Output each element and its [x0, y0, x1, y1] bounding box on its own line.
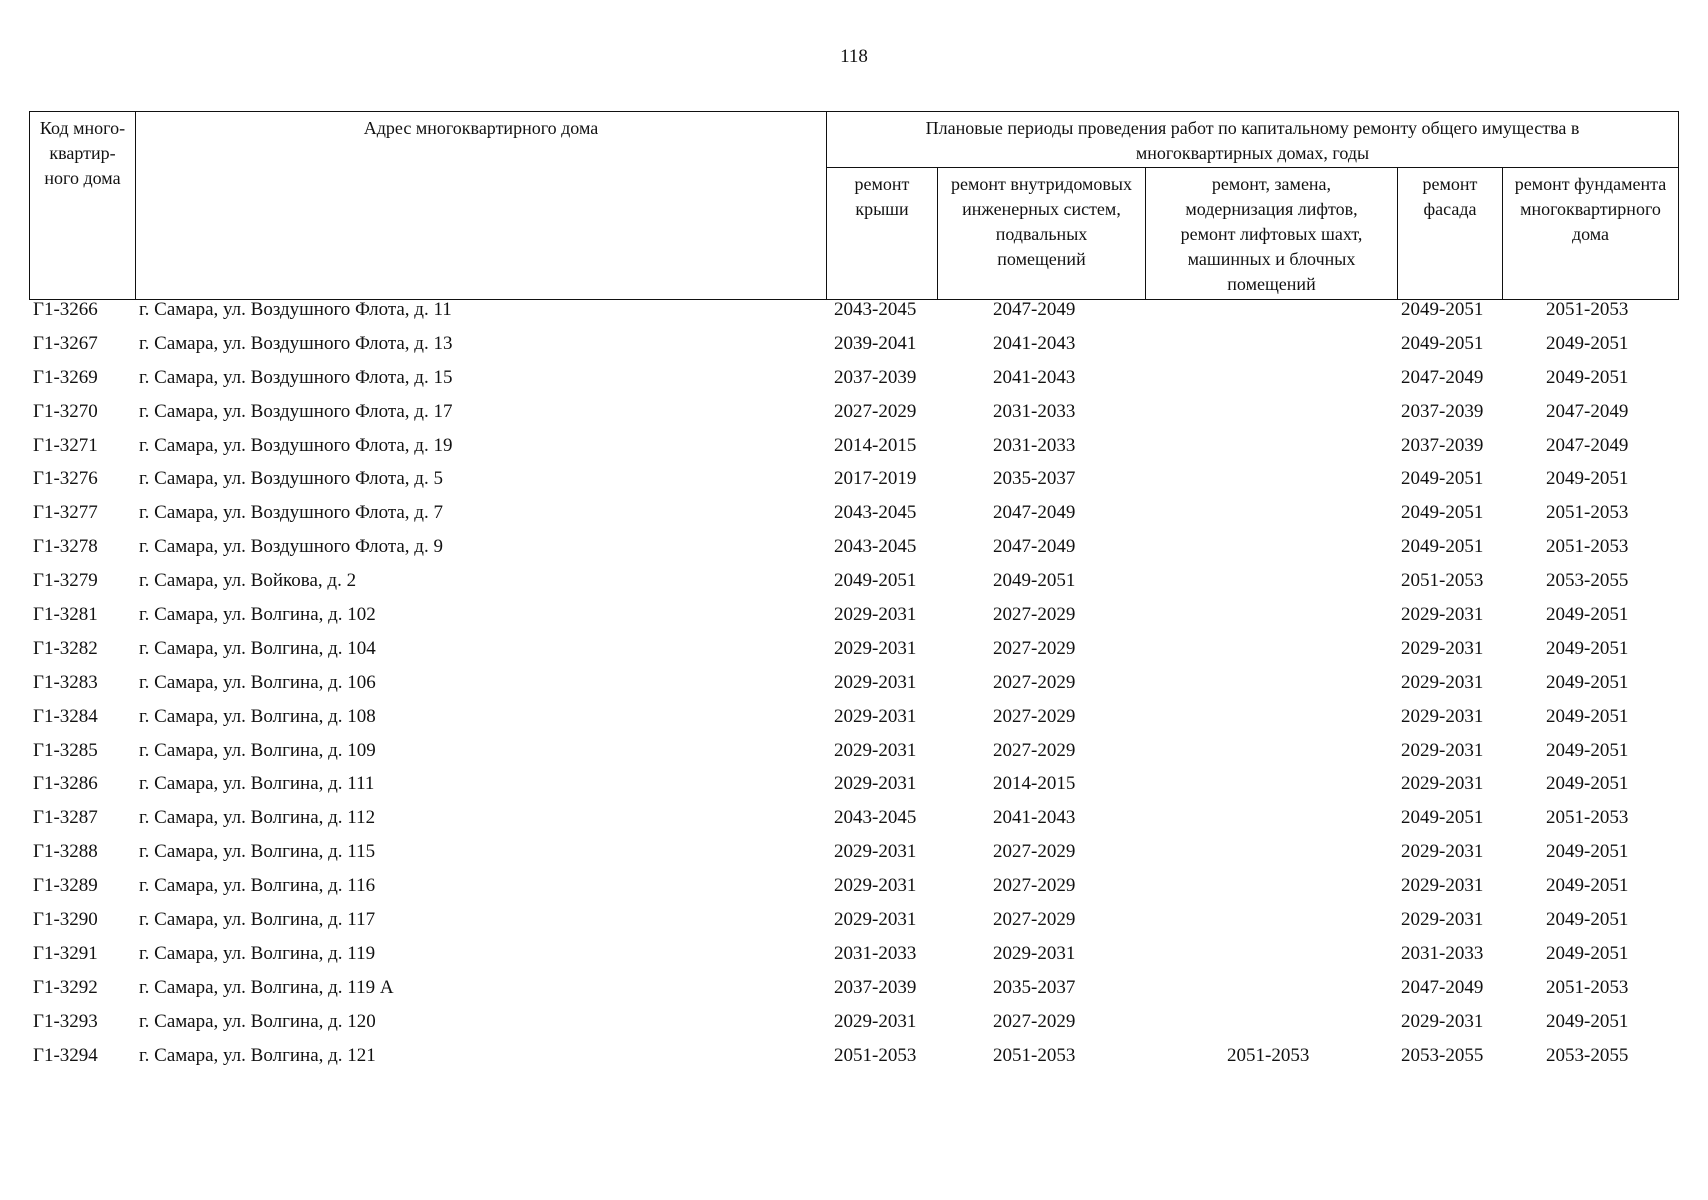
cell-foundation: 2053-2055 — [1546, 570, 1629, 592]
cell-foundation: 2049-2051 — [1546, 637, 1629, 659]
cell-foundation: 2047-2049 — [1546, 434, 1629, 456]
cell-code: Г1-3289 — [33, 875, 98, 897]
header-foundation: ремонт фундамента многоквартирного дома — [1503, 168, 1679, 300]
cell-engineering: 2047-2049 — [993, 536, 1076, 558]
cell-foundation: 2049-2051 — [1546, 468, 1629, 490]
cell-engineering: 2027-2029 — [993, 739, 1076, 761]
cell-foundation: 2051-2053 — [1546, 807, 1629, 829]
cell-engineering: 2049-2051 — [993, 570, 1076, 592]
cell-code: Г1-3279 — [33, 570, 98, 592]
cell-address: г. Самара, ул. Воздушного Флота, д. 15 — [139, 366, 453, 388]
table-row — [29, 601, 1678, 635]
cell-code: Г1-3285 — [33, 739, 98, 761]
table-row — [29, 940, 1678, 974]
cell-facade: 2049-2051 — [1401, 502, 1484, 524]
cell-roof: 2029-2031 — [834, 1010, 917, 1032]
cell-engineering: 2031-2033 — [993, 434, 1076, 456]
cell-address: г. Самара, ул. Воздушного Флота, д. 13 — [139, 332, 453, 354]
table-row — [29, 906, 1678, 940]
table-row — [29, 703, 1678, 737]
table-header — [29, 111, 1679, 300]
cell-engineering: 2041-2043 — [993, 366, 1076, 388]
header-code: Код много-квартир-ного дома — [30, 112, 136, 300]
cell-engineering: 2041-2043 — [993, 332, 1076, 354]
cell-facade: 2037-2039 — [1401, 434, 1484, 456]
cell-engineering: 2027-2029 — [993, 909, 1076, 931]
cell-foundation: 2049-2051 — [1546, 705, 1629, 727]
cell-foundation: 2049-2051 — [1546, 841, 1629, 863]
cell-facade: 2029-2031 — [1401, 604, 1484, 626]
cell-facade: 2029-2031 — [1401, 637, 1484, 659]
cell-facade: 2049-2051 — [1401, 807, 1484, 829]
table-row — [29, 533, 1678, 567]
cell-foundation: 2053-2055 — [1546, 1044, 1629, 1066]
table-row — [29, 1042, 1678, 1076]
cell-roof: 2051-2053 — [834, 1044, 917, 1066]
cell-code: Г1-3286 — [33, 773, 98, 795]
cell-address: г. Самара, ул. Волгина, д. 102 — [139, 604, 376, 626]
cell-foundation: 2051-2053 — [1546, 976, 1629, 998]
table-row — [29, 465, 1678, 499]
cell-facade: 2029-2031 — [1401, 909, 1484, 931]
cell-code: Г1-3282 — [33, 637, 98, 659]
header-address: Адрес многоквартирного дома — [136, 112, 827, 300]
cell-foundation: 2049-2051 — [1546, 942, 1629, 964]
table-row — [29, 1008, 1678, 1042]
table-row — [29, 398, 1678, 432]
cell-facade: 2029-2031 — [1401, 739, 1484, 761]
cell-roof: 2039-2041 — [834, 332, 917, 354]
cell-address: г. Самара, ул. Волгина, д. 106 — [139, 671, 376, 693]
cell-roof: 2029-2031 — [834, 637, 917, 659]
cell-foundation: 2051-2053 — [1546, 536, 1629, 558]
cell-address: г. Самара, ул. Волгина, д. 120 — [139, 1010, 376, 1032]
cell-roof: 2029-2031 — [834, 705, 917, 727]
table-row — [29, 669, 1678, 703]
table-row — [29, 872, 1678, 906]
cell-engineering: 2014-2015 — [993, 773, 1076, 795]
cell-code: Г1-3266 — [33, 299, 98, 320]
table-row — [29, 770, 1678, 804]
table-row — [29, 330, 1678, 364]
cell-code: Г1-3290 — [33, 909, 98, 931]
cell-address: г. Самара, ул. Волгина, д. 108 — [139, 705, 376, 727]
cell-facade: 2037-2039 — [1401, 400, 1484, 422]
cell-code: Г1-3292 — [33, 976, 98, 998]
cell-roof: 2029-2031 — [834, 875, 917, 897]
cell-facade: 2053-2055 — [1401, 1044, 1484, 1066]
cell-code: Г1-3271 — [33, 434, 98, 456]
cell-roof: 2029-2031 — [834, 604, 917, 626]
cell-engineering: 2029-2031 — [993, 942, 1076, 964]
cell-address: г. Самара, ул. Волгина, д. 117 — [139, 909, 376, 931]
cell-code: Г1-3270 — [33, 400, 98, 422]
cell-facade: 2049-2051 — [1401, 299, 1484, 320]
cell-address: г. Самара, ул. Волгина, д. 104 — [139, 637, 376, 659]
cell-code: Г1-3281 — [33, 604, 98, 626]
cell-foundation: 2049-2051 — [1546, 875, 1629, 897]
cell-facade: 2049-2051 — [1401, 332, 1484, 354]
cell-code: Г1-3294 — [33, 1044, 98, 1066]
cell-facade: 2049-2051 — [1401, 536, 1484, 558]
table-row — [29, 838, 1678, 872]
cell-engineering: 2035-2037 — [993, 468, 1076, 490]
cell-roof: 2037-2039 — [834, 366, 917, 388]
cell-address: г. Самара, ул. Волгина, д. 119 — [139, 942, 376, 964]
cell-code: Г1-3287 — [33, 807, 98, 829]
cell-engineering: 2027-2029 — [993, 705, 1076, 727]
cell-engineering: 2027-2029 — [993, 604, 1076, 626]
cell-code: Г1-3276 — [33, 468, 98, 490]
header-group: Плановые периоды проведения работ по капитальному ремонту общего имущества в многоквартирных домах, годы — [827, 112, 1679, 168]
cell-address: г. Самара, ул. Воздушного Флота, д. 11 — [139, 299, 452, 320]
cell-code: Г1-3288 — [33, 841, 98, 863]
cell-address: г. Самара, ул. Воздушного Флота, д. 19 — [139, 434, 453, 456]
cell-roof: 2017-2019 — [834, 468, 917, 490]
table-row — [29, 296, 1678, 330]
cell-engineering: 2027-2029 — [993, 637, 1076, 659]
cell-engineering: 2041-2043 — [993, 807, 1076, 829]
cell-address: г. Самара, ул. Войкова, д. 2 — [139, 570, 357, 592]
cell-roof: 2049-2051 — [834, 570, 917, 592]
cell-address: г. Самара, ул. Волгина, д. 119 А — [139, 976, 394, 998]
cell-facade: 2029-2031 — [1401, 1010, 1484, 1032]
cell-foundation: 2049-2051 — [1546, 909, 1629, 931]
cell-code: Г1-3291 — [33, 942, 98, 964]
cell-roof: 2029-2031 — [834, 909, 917, 931]
cell-facade: 2029-2031 — [1401, 841, 1484, 863]
cell-lifts: 2051-2053 — [1227, 1044, 1310, 1066]
header-lifts: ремонт, замена, модернизация лифтов, ремонт лифтовых шахт, машинных и блочных помещений — [1146, 168, 1398, 300]
cell-foundation: 2047-2049 — [1546, 400, 1629, 422]
cell-address: г. Самара, ул. Волгина, д. 115 — [139, 841, 376, 863]
cell-facade: 2049-2051 — [1401, 468, 1484, 490]
table-row — [29, 364, 1678, 398]
cell-roof: 2029-2031 — [834, 773, 917, 795]
cell-facade: 2047-2049 — [1401, 366, 1484, 388]
cell-roof: 2027-2029 — [834, 400, 917, 422]
cell-roof: 2043-2045 — [834, 299, 917, 320]
cell-address: г. Самара, ул. Волгина, д. 109 — [139, 739, 376, 761]
cell-engineering: 2031-2033 — [993, 400, 1076, 422]
cell-address: г. Самара, ул. Воздушного Флота, д. 7 — [139, 502, 443, 524]
cell-engineering: 2047-2049 — [993, 502, 1076, 524]
cell-engineering: 2027-2029 — [993, 875, 1076, 897]
cell-roof: 2014-2015 — [834, 434, 917, 456]
cell-foundation: 2051-2053 — [1546, 299, 1629, 320]
cell-engineering: 2051-2053 — [993, 1044, 1076, 1066]
cell-facade: 2031-2033 — [1401, 942, 1484, 964]
cell-roof: 2043-2045 — [834, 502, 917, 524]
cell-code: Г1-3269 — [33, 366, 98, 388]
cell-code: Г1-3284 — [33, 705, 98, 727]
cell-code: Г1-3283 — [33, 671, 98, 693]
cell-facade: 2029-2031 — [1401, 671, 1484, 693]
cell-facade: 2029-2031 — [1401, 875, 1484, 897]
cell-foundation: 2049-2051 — [1546, 366, 1629, 388]
cell-code: Г1-3267 — [33, 332, 98, 354]
cell-facade: 2051-2053 — [1401, 570, 1484, 592]
table-row — [29, 804, 1678, 838]
cell-foundation: 2049-2051 — [1546, 332, 1629, 354]
cell-address: г. Самара, ул. Воздушного Флота, д. 17 — [139, 400, 453, 422]
cell-code: Г1-3293 — [33, 1010, 98, 1032]
cell-code: Г1-3277 — [33, 502, 98, 524]
cell-address: г. Самара, ул. Воздушного Флота, д. 5 — [139, 468, 443, 490]
table-body — [29, 296, 1678, 1075]
cell-foundation: 2049-2051 — [1546, 671, 1629, 693]
cell-address: г. Самара, ул. Волгина, д. 112 — [139, 807, 376, 829]
cell-roof: 2037-2039 — [834, 976, 917, 998]
cell-roof: 2029-2031 — [834, 739, 917, 761]
cell-roof: 2031-2033 — [834, 942, 917, 964]
cell-engineering: 2035-2037 — [993, 976, 1076, 998]
cell-roof: 2029-2031 — [834, 671, 917, 693]
cell-foundation: 2051-2053 — [1546, 502, 1629, 524]
table-row — [29, 432, 1678, 466]
cell-engineering: 2027-2029 — [993, 841, 1076, 863]
cell-address: г. Самара, ул. Воздушного Флота, д. 9 — [139, 536, 443, 558]
table-row — [29, 567, 1678, 601]
cell-facade: 2047-2049 — [1401, 976, 1484, 998]
table-row — [29, 737, 1678, 771]
cell-foundation: 2049-2051 — [1546, 773, 1629, 795]
table-row — [29, 974, 1678, 1008]
page-number: 118 — [840, 46, 868, 67]
cell-address: г. Самара, ул. Волгина, д. 111 — [139, 773, 375, 795]
cell-foundation: 2049-2051 — [1546, 604, 1629, 626]
cell-roof: 2043-2045 — [834, 536, 917, 558]
header-facade: ремонт фасада — [1398, 168, 1503, 300]
cell-facade: 2029-2031 — [1401, 773, 1484, 795]
cell-roof: 2043-2045 — [834, 807, 917, 829]
cell-foundation: 2049-2051 — [1546, 739, 1629, 761]
cell-address: г. Самара, ул. Волгина, д. 121 — [139, 1044, 376, 1066]
header-engineering: ремонт внутридомовых инженерных систем, подвальных помещений — [938, 168, 1146, 300]
cell-roof: 2029-2031 — [834, 841, 917, 863]
header-roof: ремонт крыши — [827, 168, 938, 300]
table-row — [29, 499, 1678, 533]
cell-foundation: 2049-2051 — [1546, 1010, 1629, 1032]
cell-address: г. Самара, ул. Волгина, д. 116 — [139, 875, 376, 897]
cell-engineering: 2027-2029 — [993, 1010, 1076, 1032]
table-row — [29, 635, 1678, 669]
cell-code: Г1-3278 — [33, 536, 98, 558]
cell-engineering: 2047-2049 — [993, 299, 1076, 320]
cell-engineering: 2027-2029 — [993, 671, 1076, 693]
cell-facade: 2029-2031 — [1401, 705, 1484, 727]
